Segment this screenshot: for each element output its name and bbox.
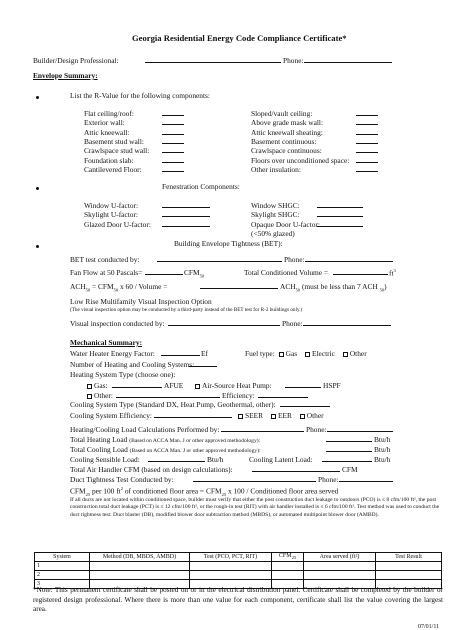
table-cell[interactable]: [190, 571, 272, 580]
heating-type-label: Heating System Type (choose one):: [70, 370, 176, 379]
visual-phone-field[interactable]: [303, 325, 391, 326]
total-air-field[interactable]: [252, 471, 340, 472]
rvalue-left-field[interactable]: [162, 115, 184, 116]
load-calc-field[interactable]: [221, 431, 304, 432]
cooling-type-label: Cooling System Type (Standard DX, Heat Pump, Geothermal, other):: [70, 400, 276, 409]
footer-note: *Note: This permanent certificate shall be posted on or in the electrical distribution panel. Certificate shall be completed by the builder or registered design professional. Where there is more than one value for each component, certificate shall list the value covering the largest area.: [33, 586, 443, 613]
fenestration-right-label: Window SHGC:: [251, 201, 300, 210]
rvalue-left-field[interactable]: [162, 143, 184, 144]
rvalue-right-field[interactable]: [356, 124, 378, 125]
col-test: Test (PCO, PCT, RIT): [190, 553, 272, 562]
bullet-icon: [36, 96, 39, 99]
table-cell[interactable]: [376, 562, 442, 571]
fenestration-right-label: Opaque Door U-factor:: [251, 219, 320, 229]
table-row: [35, 571, 442, 580]
col-system: System: [35, 553, 90, 562]
cooling-eff-field[interactable]: [154, 417, 232, 418]
total-cooling-field[interactable]: [326, 451, 372, 452]
duct-test-table: [34, 552, 442, 589]
rvalue-right-label: Sloped/vault ceiling:: [251, 109, 313, 118]
table-cell[interactable]: [304, 571, 376, 580]
table-cell[interactable]: [190, 562, 272, 571]
fuel-electric-checkbox[interactable]: [305, 352, 310, 357]
cfm25-formula: $CFM_{25}$ per 100 $ft^2$ of conditioned floor area = $CFM_{25}$ x 100 / Conditioned floor area served: [70, 486, 339, 497]
bet-conducted-field[interactable]: [157, 261, 282, 262]
visual-conducted-label: Visual inspection conducted by:: [70, 319, 165, 328]
rvalue-intro: List the R-Value for the following components:: [70, 91, 210, 100]
fenestration-left-field[interactable]: [162, 207, 210, 208]
fan-flow-label: Fan Flow at 50 Pascals=: [70, 268, 143, 277]
duct-note: If all ducts are not located within conditioned space, builder must verify that either the post construction duct leakage to outdoors (PCO) is ≤ 8 cfm/100 ft², the post construction total duct leakage (PCT) is ≤ 12 cfm/100 ft², or the rough-in test (RIT) with air handler installed is ≤ 6 cfm/100 ft². Test method was used to conduct the duct tightness test: Duct blaster (DB), modified blower door subtraction method (MBDS), or automated multipoint blower door (AMBD).: [70, 497, 440, 518]
load-calc-label: Heating/Cooling Load Calculations Performed by:: [70, 425, 220, 434]
bullet-icon: [36, 187, 39, 190]
rvalue-left-field[interactable]: [162, 124, 184, 125]
bet-phone-label: Phone:: [284, 255, 305, 264]
col-area: Area served (ft²): [304, 553, 376, 562]
total-heating-field[interactable]: [326, 441, 372, 442]
fenestration-right-field[interactable]: [317, 226, 363, 227]
total-air-label: Total Air Handler CFM (based on design calculations):: [70, 465, 233, 474]
cooling-eff-label: Cooling System Efficiency:: [70, 411, 152, 420]
rvalue-left-field[interactable]: [162, 134, 184, 135]
bet-conducted-label: BET test conducted by:: [70, 255, 140, 264]
seer-checkbox[interactable]: [238, 414, 243, 419]
hspf-field[interactable]: [285, 387, 321, 388]
total-volume-label: Total Conditioned Volume =: [244, 268, 329, 277]
rvalue-left-field[interactable]: [162, 162, 184, 163]
row-number: 2: [35, 571, 90, 580]
bet-phone-field[interactable]: [305, 261, 393, 262]
row-number: 3: [35, 580, 90, 589]
rvalue-left-label: Crawlspace stud wall:: [84, 146, 150, 156]
rvalue-left-label: Flat ceiling/roof:: [84, 109, 134, 118]
rvalue-left-label: Basement stud wall:: [84, 136, 144, 146]
cooling-other-checkbox[interactable]: [300, 414, 305, 419]
page-title: Georgia Residential Energy Code Compliance Certificate*: [132, 33, 347, 43]
col-method: Method (DB, MBDS, AMBD): [90, 553, 190, 562]
fan-flow-field[interactable]: [145, 274, 183, 275]
multifamily-note: (The visual inspection option may be conducted by a third-party instead of the BET test for R-2 buildings only.): [70, 307, 303, 313]
builder-phone-field[interactable]: [304, 62, 392, 63]
rvalue-left-label: Foundation slab:: [84, 155, 134, 165]
bullet-icon: [36, 245, 39, 248]
rvalue-right-label: Basement continuous:: [251, 136, 317, 146]
water-heater-label: Water Heater Energy Factor:: [70, 349, 155, 358]
cooling-sensible-field[interactable]: [148, 461, 205, 462]
table-cell[interactable]: [304, 562, 376, 571]
fenestration-left-label: Skylight U-factor:: [84, 210, 138, 220]
num-systems-field[interactable]: [189, 366, 217, 367]
cooling-latent-field[interactable]: [322, 461, 372, 462]
col-result: Test Result: [376, 553, 442, 562]
multifamily-heading: Low Rise Multifamily Visual Inspection Option: [70, 297, 212, 306]
fenestration-right-label: Skylight SHGC:: [251, 210, 300, 220]
fuel-other-checkbox[interactable]: [343, 352, 348, 357]
total-volume-field[interactable]: [333, 274, 388, 275]
rvalue-right-field[interactable]: [356, 134, 378, 135]
num-systems-label: Number of Heating and Cooling Systems:: [70, 360, 195, 369]
afue-unit: AFUE: [164, 381, 184, 390]
afue-field[interactable]: [112, 387, 162, 388]
envelope-heading: Envelope Summary:: [33, 71, 98, 80]
table-cell[interactable]: [90, 571, 190, 580]
load-calc-phone-label: Phone:: [306, 425, 327, 434]
mechanical-heading: Mechanical Summary:: [70, 338, 143, 347]
fenestration-label: Fenestration Components:: [162, 182, 240, 191]
rvalue-right-label: Other insulation:: [251, 164, 301, 174]
tightness-label: Building Envelope Tightness (BET):: [174, 239, 283, 248]
rvalue-right-label: Attic kneewall sheating:: [251, 127, 323, 137]
rvalue-right-label: Crawlspace continuous:: [251, 146, 322, 156]
heating-ashp-checkbox[interactable]: [195, 384, 200, 389]
table-cell[interactable]: [376, 571, 442, 580]
glazed-note: (<50% glazed): [251, 229, 295, 238]
rvalue-right-field[interactable]: [356, 162, 378, 163]
seer-options: SEER EER Other: [236, 412, 324, 421]
revision-date: 07/01/11: [418, 624, 440, 630]
col-cfm25: $CFM_{25}$: [272, 553, 304, 562]
cfm50-unit: $CFM_{50}$: [184, 268, 205, 279]
total-cooling-label: Total Cooling Load (Based on ACCA Man. J or other approved methodology):: [70, 445, 261, 454]
duct-test-label: Duct Tightness Test Conducted by:: [70, 475, 174, 484]
rvalue-left-label: Exterior wall:: [84, 118, 125, 128]
rvalue-right-label: Above grade mask wall:: [251, 118, 324, 128]
gas-option: Gas:: [85, 382, 108, 391]
fenestration-left-field[interactable]: [162, 226, 210, 227]
cooling-latent-label: Cooling Latent Load:: [249, 455, 313, 464]
rvalue-right-label: Floors over unconditioned space:: [251, 155, 350, 165]
cfm-unit: CFM: [342, 465, 358, 474]
water-heater-field[interactable]: [161, 355, 200, 356]
other-option: Other:: [85, 392, 113, 401]
ach-requirement: $ACH_{50}$ (must be less than 7 ACH $_{50}$): [280, 282, 387, 293]
ach-result-field[interactable]: [200, 288, 278, 289]
fenestration-left-field[interactable]: [162, 216, 210, 217]
btuh-unit-1: Btu/h: [374, 435, 391, 444]
ef-unit: Ef: [201, 349, 208, 358]
rvalue-left-field[interactable]: [162, 152, 184, 153]
efficiency-field[interactable]: [258, 397, 308, 398]
rvalue-right-field[interactable]: [356, 171, 378, 172]
ft3-unit: $ft^3$: [389, 268, 396, 278]
fuel-type: Fuel type: Gas Electric Other: [245, 349, 367, 358]
total-heating-label: Total Heating Load (Based on ACCA Man. J or other approved methodology):: [70, 435, 261, 444]
table-cell[interactable]: [272, 571, 304, 580]
fuel-gas-checkbox[interactable]: [279, 352, 284, 357]
other-heating-field[interactable]: [116, 397, 220, 398]
rvalue-left-field[interactable]: [162, 171, 184, 172]
fenestration-left-label: Glazed Door U-factor:: [84, 219, 151, 229]
builder-phone-label: Phone:: [283, 56, 304, 65]
visual-conducted-field[interactable]: [168, 325, 280, 326]
builder-label: Builder/Design Professional:: [33, 56, 119, 65]
builder-field[interactable]: [145, 62, 281, 63]
duct-phone-label: Phone:: [318, 475, 339, 484]
btuh-unit-2: Btu/h: [374, 445, 391, 454]
cooling-type-field[interactable]: [280, 406, 330, 407]
rvalue-right-field[interactable]: [356, 152, 378, 153]
table-cell[interactable]: [272, 562, 304, 571]
fenestration-left-label: Window U-factor:: [84, 201, 139, 210]
rvalue-right-field[interactable]: [356, 115, 378, 116]
fenestration-right-field[interactable]: [317, 216, 363, 217]
table-row: [35, 562, 442, 571]
rvalue-right-field[interactable]: [356, 143, 378, 144]
heating-gas-checkbox[interactable]: [87, 384, 92, 389]
cooling-sensible-label: Cooling Sensible Load:: [70, 455, 140, 464]
duct-phone-field[interactable]: [339, 481, 393, 482]
row-number: 1: [35, 562, 90, 571]
ashp-option: Air-Source Heat Pump:: [193, 382, 272, 391]
efficiency-label: Efficiency:: [222, 391, 255, 400]
fenestration-right-field[interactable]: [317, 207, 363, 208]
btuh-unit-4: Btu/h: [374, 455, 391, 464]
visual-phone-label: Phone:: [282, 319, 303, 328]
load-calc-phone-field[interactable]: [327, 431, 393, 432]
heating-other-checkbox[interactable]: [87, 394, 92, 399]
btuh-unit-3: Btu/h: [207, 455, 224, 464]
duct-test-field[interactable]: [193, 481, 316, 482]
ach-formula: $ACH_{50} = CFM_{50}$ x 60 / Volume =: [70, 282, 168, 293]
rvalue-left-label: Cantilevered Floor:: [84, 164, 142, 174]
eer-checkbox[interactable]: [271, 414, 276, 419]
table-header-row: [35, 553, 442, 562]
rvalue-left-label: Attic kneewall:: [84, 127, 130, 137]
table-cell[interactable]: [90, 562, 190, 571]
hspf-unit: HSPF: [323, 381, 341, 390]
